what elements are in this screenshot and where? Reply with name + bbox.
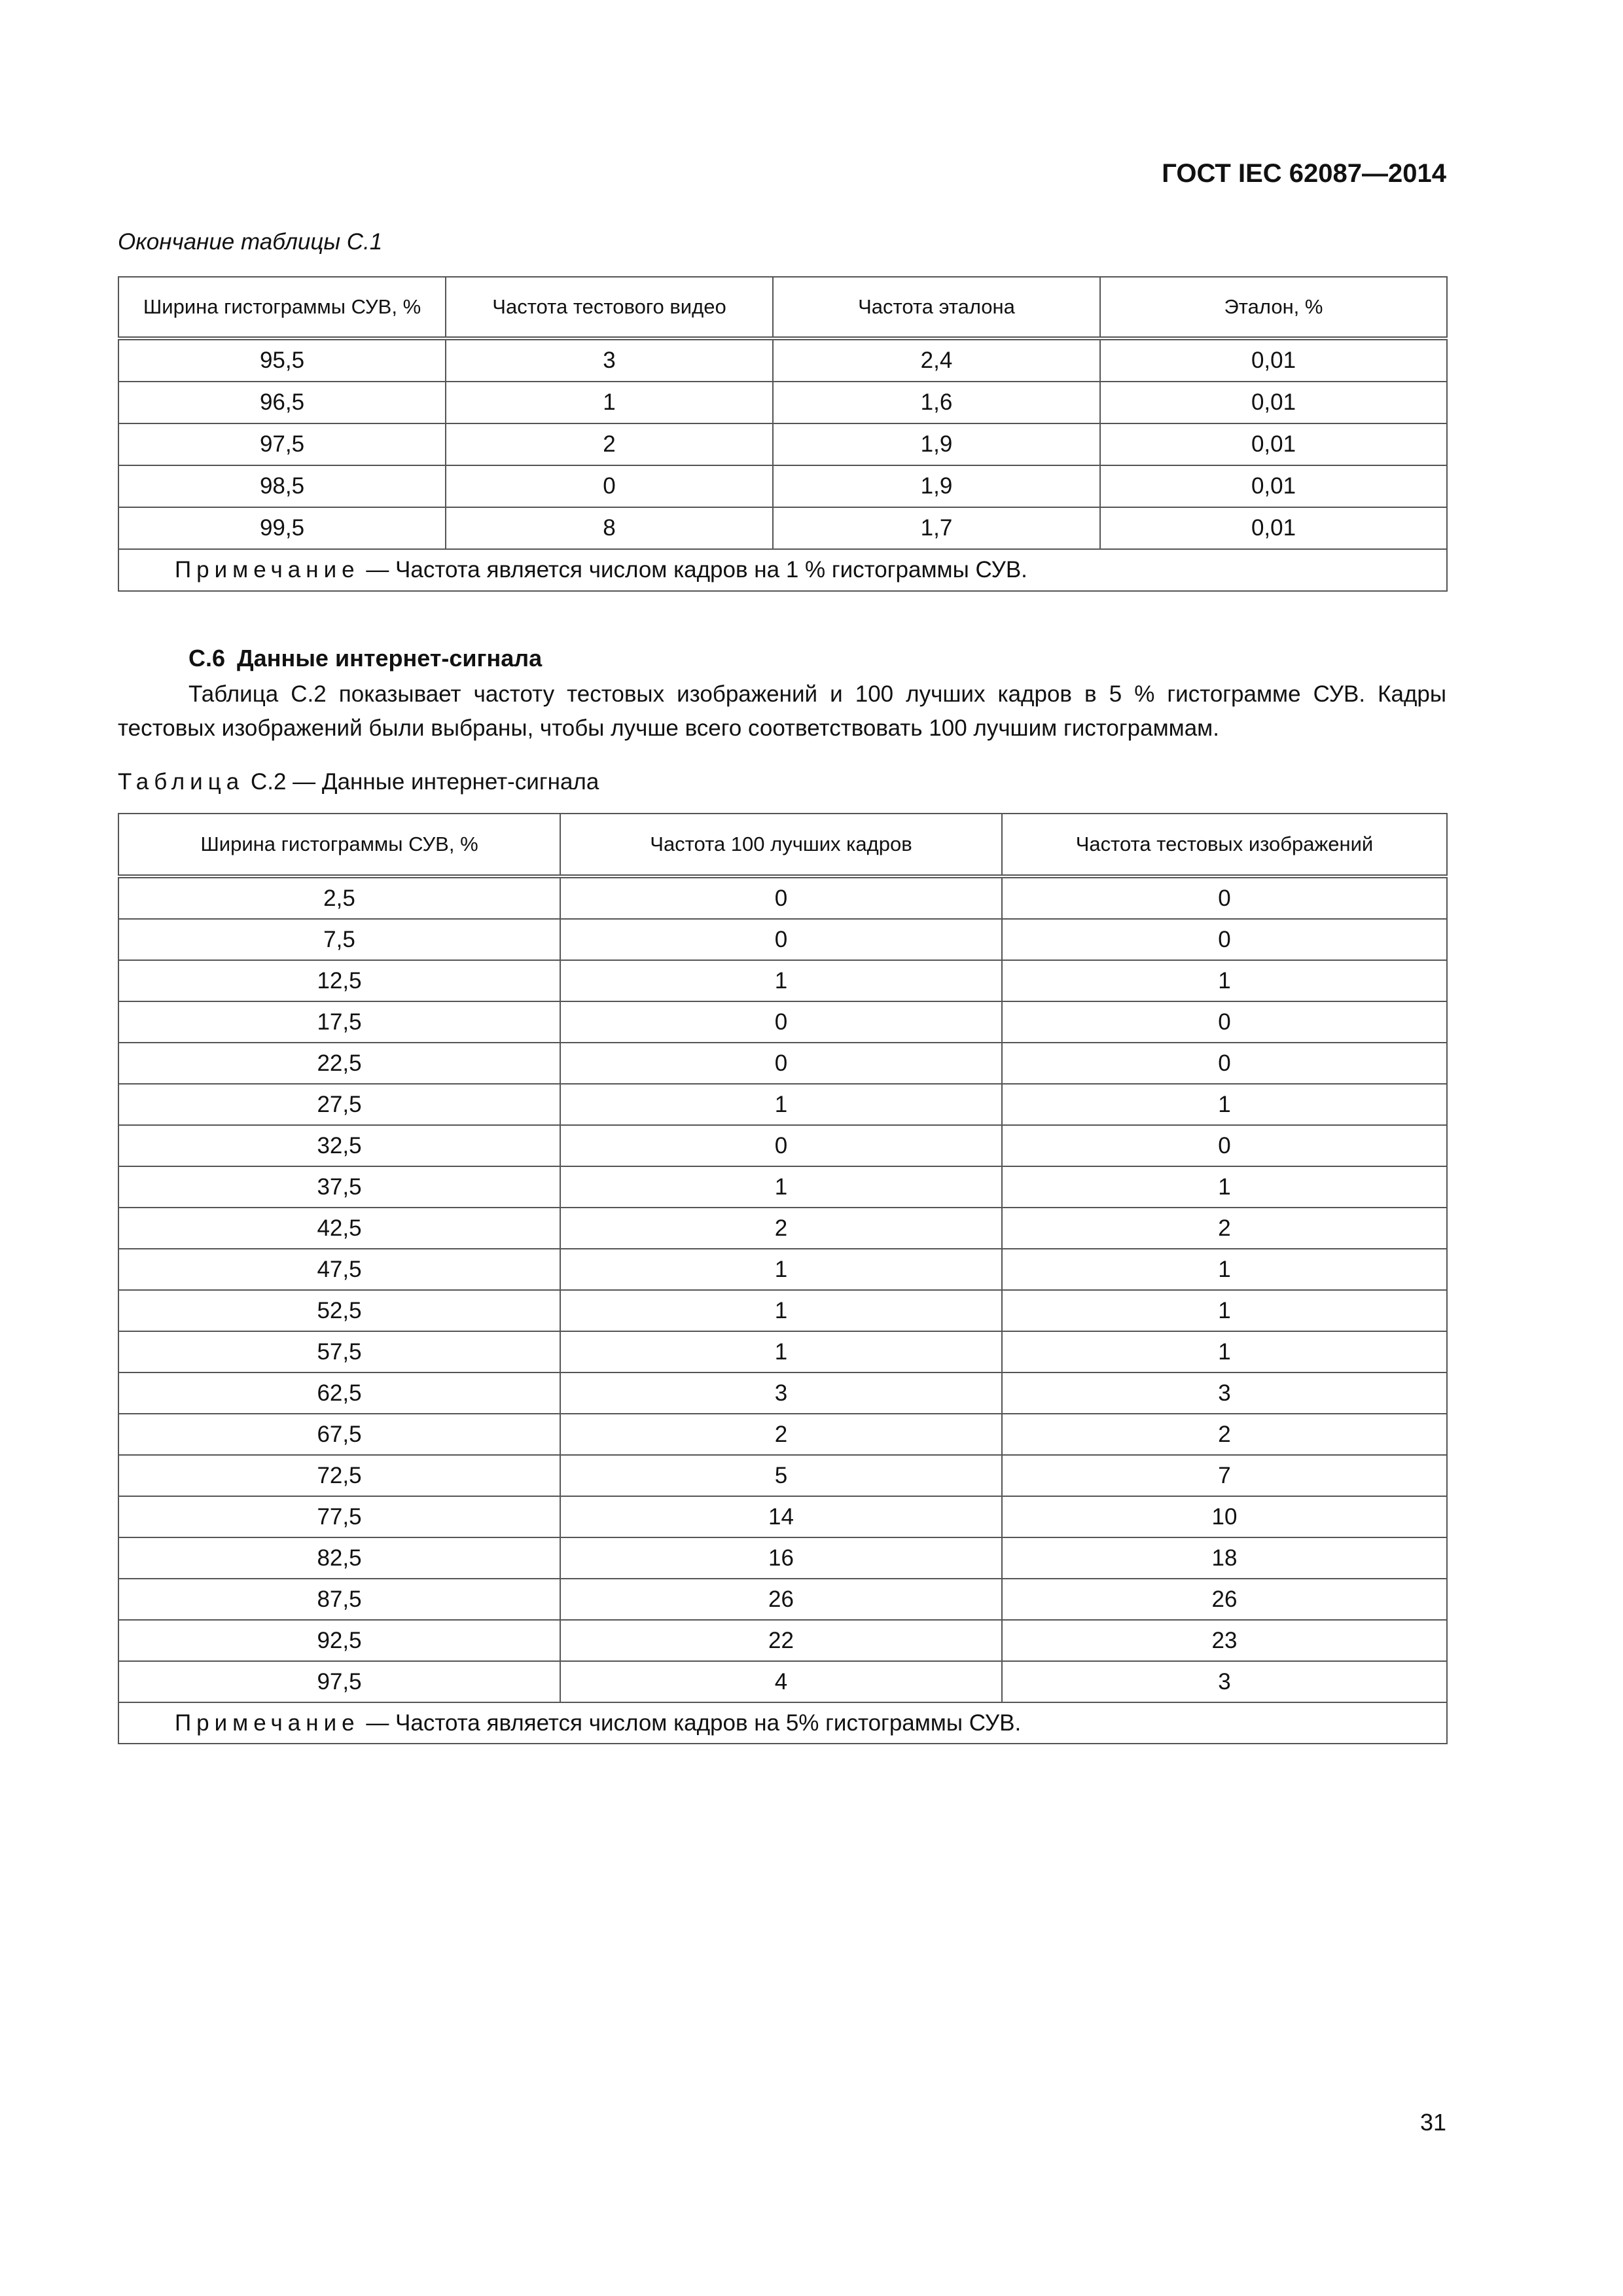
table-cell: 2 [1002, 1208, 1447, 1249]
section-number: С.6 [188, 645, 226, 672]
table-cell: 95,5 [118, 338, 446, 382]
table2-note [118, 1702, 1447, 1744]
table-cell: 12,5 [118, 960, 560, 1001]
table-cell: 27,5 [118, 1084, 560, 1125]
table-cell: 1 [1002, 960, 1447, 1001]
table-cell: 57,5 [118, 1331, 560, 1372]
table-cell: 1 [560, 960, 1002, 1001]
table-cell: 2 [560, 1414, 1002, 1455]
table-cell: 0,01 [1100, 338, 1447, 382]
table2-row [118, 1496, 1447, 1537]
document-id: ГОСТ IEC 62087—2014 [1162, 159, 1446, 188]
table2-row [118, 1290, 1447, 1331]
table-cell: 1 [446, 382, 773, 423]
table-cell: 96,5 [118, 382, 446, 423]
table-cell: 26 [1002, 1579, 1447, 1620]
table-cell: 82,5 [118, 1537, 560, 1579]
table-cell: 97,5 [118, 1661, 560, 1702]
table-cell: 7,5 [118, 919, 560, 960]
table-cell: 0 [560, 919, 1002, 960]
table-cell: 98,5 [118, 465, 446, 507]
table-cell: 0 [1002, 876, 1447, 919]
section-paragraph: Таблица С.2 показывает частоту тестовых изображений и 100 лучших кадров в 5 % гистограмме СУВ. Кадры тестовых изображений были выбраны, чтобы лучше всего соответствовать 100 лучшим гистограммам. [118, 681, 1446, 741]
table2-row [118, 1125, 1447, 1166]
table-cell: 0 [1002, 1043, 1447, 1084]
table2-row [118, 1331, 1447, 1372]
table2-row [118, 1579, 1447, 1620]
table-cell: 0,01 [1100, 465, 1447, 507]
table-cell: 2,4 [773, 338, 1100, 382]
table2-row [118, 1249, 1447, 1290]
table-cell: 0,01 [1100, 382, 1447, 423]
table-cell: 3 [446, 338, 773, 382]
table-cell: 0 [560, 876, 1002, 919]
table-cell: 2 [560, 1208, 1002, 1249]
table-cell: 18 [1002, 1537, 1447, 1579]
table-cell: 7 [1002, 1455, 1447, 1496]
table2-row [118, 1620, 1447, 1661]
table1-row [118, 423, 1447, 465]
table-cell: 3 [1002, 1372, 1447, 1414]
table1-column-header: Ширина гистограммы СУВ, % [118, 277, 446, 338]
table-cell: 62,5 [118, 1372, 560, 1414]
table2-caption-label: Таблица [118, 769, 245, 795]
table2-column-header: Ширина гистограммы СУВ, % [118, 814, 560, 876]
table1-column-header: Эталон, % [1100, 277, 1447, 338]
table-cell: 32,5 [118, 1125, 560, 1166]
table-cell: 0,01 [1100, 423, 1447, 465]
table-cell: 10 [1002, 1496, 1447, 1537]
page-number: 31 [1419, 2109, 1446, 2136]
table-cell: 1 [1002, 1331, 1447, 1372]
table-cell: 5 [560, 1455, 1002, 1496]
table-cell: 77,5 [118, 1496, 560, 1537]
table1-row [118, 382, 1447, 423]
table-cell: 17,5 [118, 1001, 560, 1043]
table-cell: 3 [560, 1372, 1002, 1414]
table-cell: 67,5 [118, 1414, 560, 1455]
table2-row [118, 919, 1447, 960]
table-cell: 1 [560, 1249, 1002, 1290]
table-cell: 1,9 [773, 465, 1100, 507]
note-label: Примечание [175, 1710, 360, 1736]
table-cell: 47,5 [118, 1249, 560, 1290]
table-cell: 87,5 [118, 1579, 560, 1620]
table-cell: 2,5 [118, 876, 560, 919]
table-cell: 23 [1002, 1620, 1447, 1661]
table2-row [118, 1166, 1447, 1208]
table-cell: 2 [1002, 1414, 1447, 1455]
table1-note-row [118, 549, 1447, 591]
table-cell: 16 [560, 1537, 1002, 1579]
table-cell: 1,9 [773, 423, 1100, 465]
table1-row [118, 507, 1447, 549]
table-cell: 1 [1002, 1290, 1447, 1331]
table2-row [118, 1372, 1447, 1414]
table-cell: 1 [1002, 1084, 1447, 1125]
table2-row [118, 1537, 1447, 1579]
table1-row [118, 338, 1447, 382]
section-heading [188, 645, 542, 672]
table2-column-header: Частота тестовых изображений [1002, 814, 1447, 876]
table1-body [118, 338, 1447, 549]
note-text: — Частота является числом кадров на 5% гистограммы СУВ. [359, 1710, 1022, 1736]
table-cell: 22,5 [118, 1043, 560, 1084]
table-cell: 1,6 [773, 382, 1100, 423]
table-cell: 14 [560, 1496, 1002, 1537]
table-cell: 1,7 [773, 507, 1100, 549]
table-cell: 1 [1002, 1249, 1447, 1290]
table-cell: 1 [560, 1166, 1002, 1208]
table-cell: 72,5 [118, 1455, 560, 1496]
table-cell: 0 [1002, 1125, 1447, 1166]
table-cell: 0 [446, 465, 773, 507]
table-cell: 1 [1002, 1166, 1447, 1208]
table-cell: 0 [560, 1125, 1002, 1166]
table2-row [118, 1001, 1447, 1043]
table1 [118, 276, 1448, 592]
table2-header [118, 814, 1447, 876]
table2-row [118, 1661, 1447, 1702]
table1-row [118, 465, 1447, 507]
table-cell: 52,5 [118, 1290, 560, 1331]
table-cell: 22 [560, 1620, 1002, 1661]
table-cell: 3 [1002, 1661, 1447, 1702]
table1-column-header: Частота тестового видео [446, 277, 773, 338]
table2-row [118, 876, 1447, 919]
table-cell: 8 [446, 507, 773, 549]
section-title: Данные интернет-сигнала [237, 645, 543, 672]
table-cell: 37,5 [118, 1166, 560, 1208]
table-cell: 1 [560, 1084, 1002, 1125]
table1-note [118, 549, 1447, 591]
table-cell: 2 [446, 423, 773, 465]
table-cell: 1 [560, 1290, 1002, 1331]
table2 [118, 813, 1448, 1744]
table2-row [118, 1414, 1447, 1455]
table-cell: 0,01 [1100, 507, 1447, 549]
table1-caption: Окончание таблицы С.1 [118, 229, 383, 255]
table2-body [118, 876, 1447, 1702]
note-label: Примечание [175, 557, 360, 583]
table-cell: 92,5 [118, 1620, 560, 1661]
table2-note-row [118, 1702, 1447, 1744]
table-cell: 99,5 [118, 507, 446, 549]
table2-row [118, 960, 1447, 1001]
table-cell: 97,5 [118, 423, 446, 465]
table-cell: 0 [560, 1001, 1002, 1043]
table2-caption-text: С.2 — Данные интернет-сигнала [244, 769, 599, 795]
table2-caption [118, 769, 599, 795]
table-cell: 42,5 [118, 1208, 560, 1249]
table-cell: 1 [560, 1331, 1002, 1372]
note-text: — Частота является числом кадров на 1 % гистограммы СУВ. [359, 557, 1027, 583]
table1-header [118, 277, 1447, 338]
table-cell: 26 [560, 1579, 1002, 1620]
table2-column-header: Частота 100 лучших кадров [560, 814, 1002, 876]
table-cell: 0 [1002, 919, 1447, 960]
table2-row [118, 1084, 1447, 1125]
table2-row [118, 1208, 1447, 1249]
table1-column-header: Частота эталона [773, 277, 1100, 338]
table2-row [118, 1455, 1447, 1496]
table-cell: 0 [1002, 1001, 1447, 1043]
table-cell: 0 [560, 1043, 1002, 1084]
table-cell: 4 [560, 1661, 1002, 1702]
table2-row [118, 1043, 1447, 1084]
